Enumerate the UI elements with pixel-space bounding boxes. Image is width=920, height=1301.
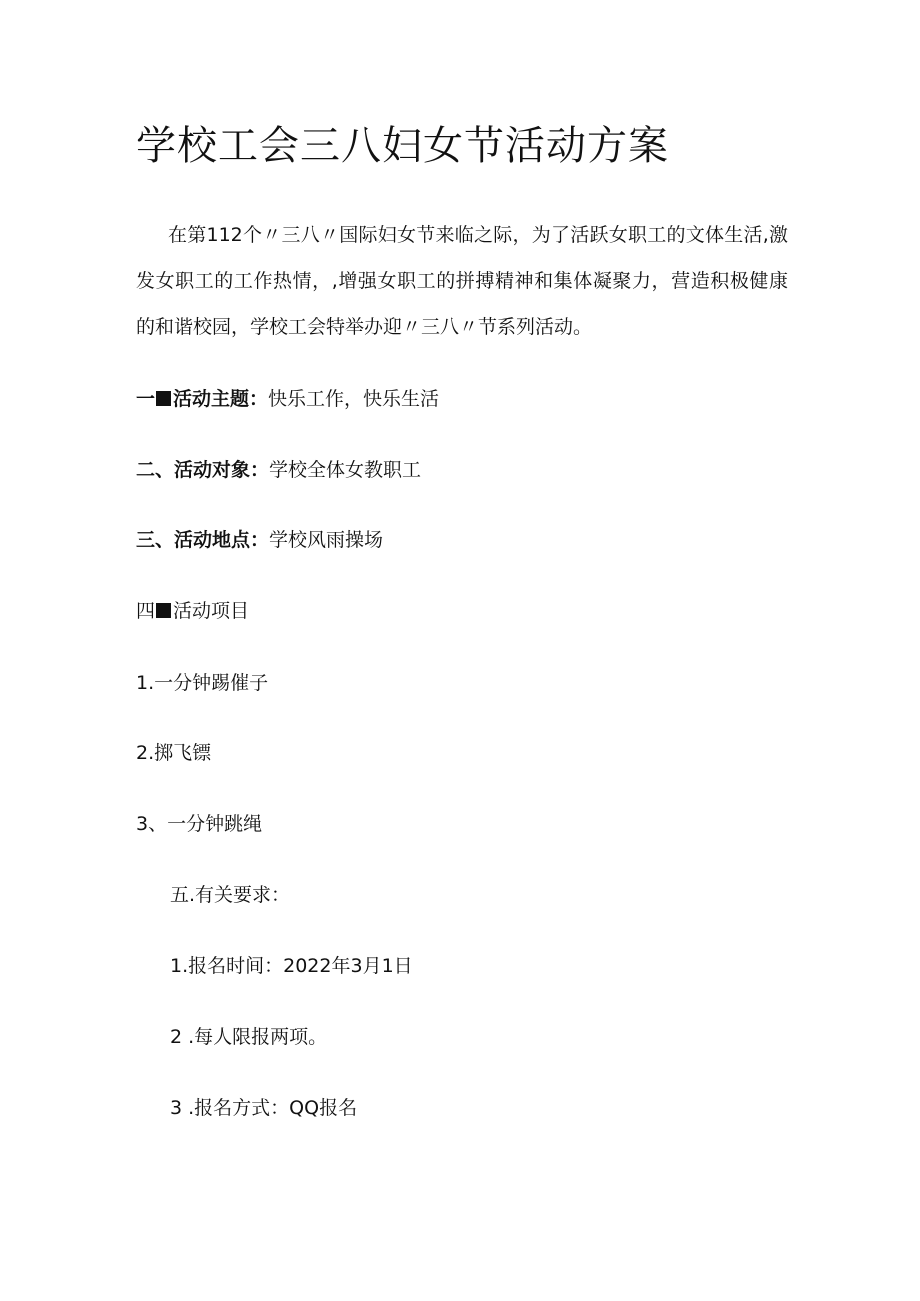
section-value: 学校全体女教职工 bbox=[269, 459, 422, 481]
document-title: 学校工会三八妇女节活动方案 bbox=[136, 123, 669, 169]
bullet-square-icon bbox=[156, 603, 171, 618]
section-location bbox=[136, 528, 383, 553]
section-label: 三、活动地点： bbox=[136, 529, 270, 551]
requirements-heading: 五.有关要求： bbox=[170, 884, 291, 906]
intro-paragraph: 在第112个〃三八〃国际妇女节来临之际，为了活跃女职工的文体生活,激发女职工的工作热情，,增强女职工的拼搏精神和集体凝聚力，营造积极健康的和谐校园，学校工会特举办迎〃三八〃节系列活动。 bbox=[136, 224, 788, 338]
bullet-square-icon bbox=[156, 391, 171, 406]
section-label: 活动项目 bbox=[173, 600, 250, 622]
section-value: 学校风雨操场 bbox=[269, 529, 384, 551]
section-theme bbox=[136, 387, 439, 412]
requirement-item: 3 .报名方式：QQ报名 bbox=[170, 1097, 358, 1119]
list-item: 2.掷飞镖 bbox=[136, 742, 212, 764]
list-item: 1.一分钟踢催子 bbox=[136, 672, 269, 694]
section-label: 二、活动对象： bbox=[136, 459, 270, 481]
requirement-item: 2 .每人限报两项。 bbox=[170, 1026, 328, 1048]
section-number: 一 bbox=[136, 388, 156, 410]
section-activities bbox=[136, 599, 249, 624]
section-value: 快乐工作，快乐生活 bbox=[268, 388, 440, 410]
list-item: 3、一分钟跳绳 bbox=[136, 813, 263, 835]
section-audience bbox=[136, 458, 421, 483]
section-number: 四 bbox=[136, 600, 156, 622]
requirement-item: 1.报名时间：2022年3月1日 bbox=[170, 955, 413, 977]
section-label: 活动主题： bbox=[173, 388, 269, 410]
